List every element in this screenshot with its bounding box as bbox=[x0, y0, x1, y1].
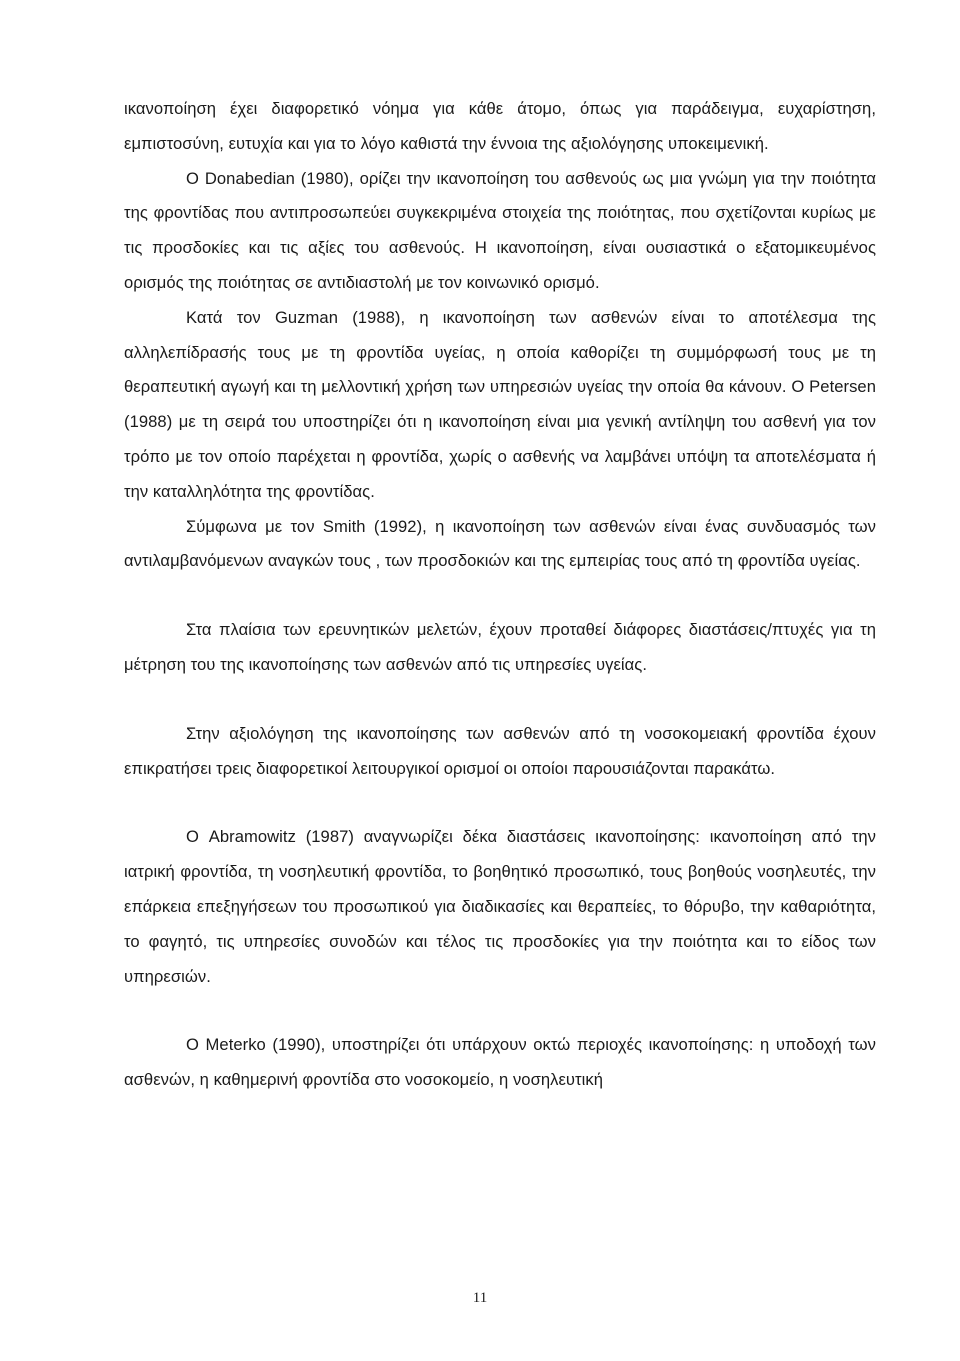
body-text bbox=[124, 92, 876, 1098]
paragraph-abramowitz: Ο Abramowitz (1987) αναγνωρίζει δέκα διαστάσεις ικανοποίησης: ικανοποίηση από την ιατρική φροντίδα, τη νοσηλευτική φροντίδα, το βοηθητικό προσωπικό, τους βοηθούς νοσηλευτές, την επάρκεια επεξηγήσεων του προσωπικού για διαδικασίες και θεραπείες, το θόρυβο, την καθαριότητα, το φαγητό, τις υπηρεσίες συνοδών και τέλος τις προσδοκίες για την ποιότητα και το είδος των υπηρεσιών. bbox=[124, 827, 876, 986]
paragraph-meterko: Ο Meterko (1990), υποστηρίζει ότι υπάρχουν οκτώ περιοχές ικανοποίησης: η υποδοχή των ασθενών, η καθημερινή φροντίδα στο νοσοκομείο, η νοσηλευτική bbox=[124, 1035, 876, 1090]
paragraph-guzman: Κατά τον Guzman (1988), η ικανοποίηση των ασθενών είναι το αποτέλεσμα της αλληλεπίδρασής τους με τη φροντίδα υγείας, η οποία καθορίζει τη συμμόρφωσή τους με τη θεραπευτική αγωγή και τη μελλοντική χρήση των υπηρεσιών υγείας την οποία θα κάνουν. Ο Petersen (1988) με τη σειρά του υποστηρίζει ότι η ικανοποίηση είναι μια γενική αντίληψη του ασθενή για τον τρόπο με τον οποίο παρέχεται η φροντίδα, χωρίς ο ασθενής να λαμβάνει υπόψη τα αποτελέσματα ή την καταλληλότητα της φροντίδας. bbox=[124, 307, 876, 501]
paragraph-dimensions: Στα πλαίσια των ερευνητικών μελετών, έχουν προταθεί διάφορες διαστάσεις/πτυχές για τη μέτρηση του της ικανοποίησης των ασθενών από τις υπηρεσίες υγείας. bbox=[124, 620, 876, 674]
paragraph-continuation: ικανοποίηση έχει διαφορετικό νόημα για κάθε άτομο, όπως για παράδειγμα, ευχαρίστηση, εμπιστοσύνη, ευτυχία και για το λόγο καθιστά την έννοια της αξιολόγησης υποκειμενική. bbox=[124, 99, 876, 153]
paragraph-hospital-care: Στην αξιολόγηση της ικανοποίησης των ασθενών από τη νοσοκομειακή φροντίδα έχουν επικρατήσει τρεις διαφορετικοί λειτουργικοί ορισμοί οι οποίοι παρουσιάζονται παρακάτω. bbox=[124, 723, 876, 778]
page-number: 11 bbox=[472, 1290, 488, 1306]
paragraph-donabedian: Ο Donabedian (1980), ορίζει την ικανοποίηση του ασθενούς ως μια γνώμη για την ποιότητα της φροντίδας που αντιπροσωπεύει συγκεκριμένα στοιχεία της ποιότητας, που σχετίζονται κυρίως με τις προσδοκίες και τις αξίες του ασθενούς. Η ικανοποίηση, είναι ουσιαστικά ο εξατομικευμένος ορισμός της ποιότητας σε αντιδιαστολή με τον κοινωνικό ορισμό. bbox=[124, 168, 876, 292]
paragraph-smith: Σύμφωνα με τον Smith (1992), η ικανοποίηση των ασθενών είναι ένας συνδυασμός των αντιλαμβανόμενων αναγκών τους , των προσδοκιών και της εμπειρίας τους από τη φροντίδα υγείας. bbox=[124, 516, 876, 571]
